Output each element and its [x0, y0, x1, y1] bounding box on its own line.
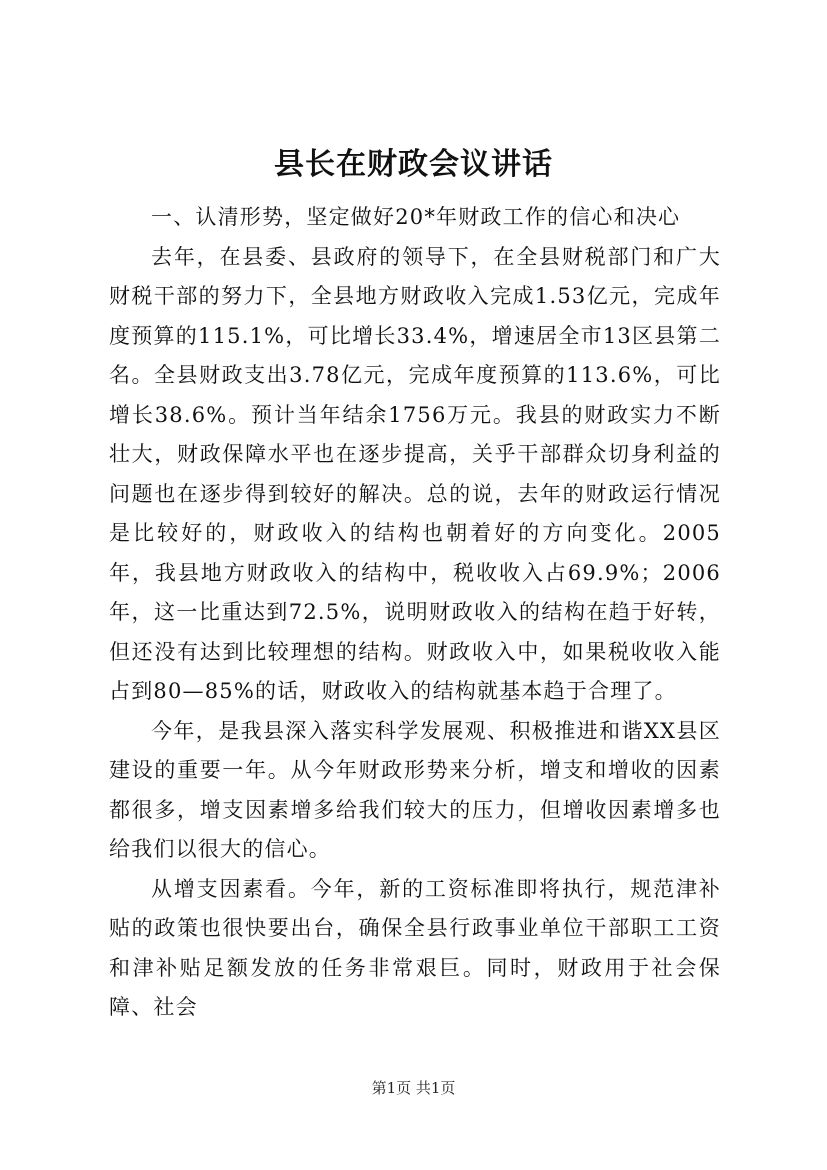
page-footer: 第1页 共1页: [371, 1079, 456, 1097]
document-title: 县长在财政会议讲话: [274, 147, 553, 182]
document-body: [109, 198, 721, 1028]
section-heading: 一、认清形势，坚定做好20*年财政工作的信心和决心: [151, 205, 681, 229]
body-paragraph: 今年，是我县深入落实科学发展观、积极推进和谐XX县区建设的重要一年。从今年财政形势来分析，增支和增收的因素都很多，增支因素增多给我们较大的压力，但增收因素增多也给我们以很大的信心。: [109, 718, 721, 861]
body-paragraph: 从增支因素看。今年，新的工资标准即将执行，规范津补贴的政策也很快要出台，确保全县行政事业单位干部职工工资和津补贴足额发放的任务非常艰巨。同时，财政用于社会保障、社会: [109, 876, 721, 1019]
body-paragraph: 去年，在县委、县政府的领导下，在全县财税部门和广大财税干部的努力下，全县地方财政收入完成1.53亿元，完成年度预算的115.1%，可比增长33.4%，增速居全市13区县第二名。全县财政支出3.78亿元，完成年度预算的113.6%，可比增长38.6%。预计当年结余1756万元。我县的财政实力不断壮大，财政保障水平也在逐步提高，关乎干部群众切身利益的问题也在逐步得到较好的解决。总的说，去年的财政运行情况是比较好的，财政收入的结构也朝着好的方向变化。2005年，我县地方财政收入的结构中，税收收入占69.9%；2006年，这一比重达到72.5%，说明财政收入的结构在趋于好转，但还没有达到比较理想的结构。财政收入中，如果税收收入能占到80—85%的话，财政收入的结构就基本趋于合理了。: [109, 244, 721, 703]
